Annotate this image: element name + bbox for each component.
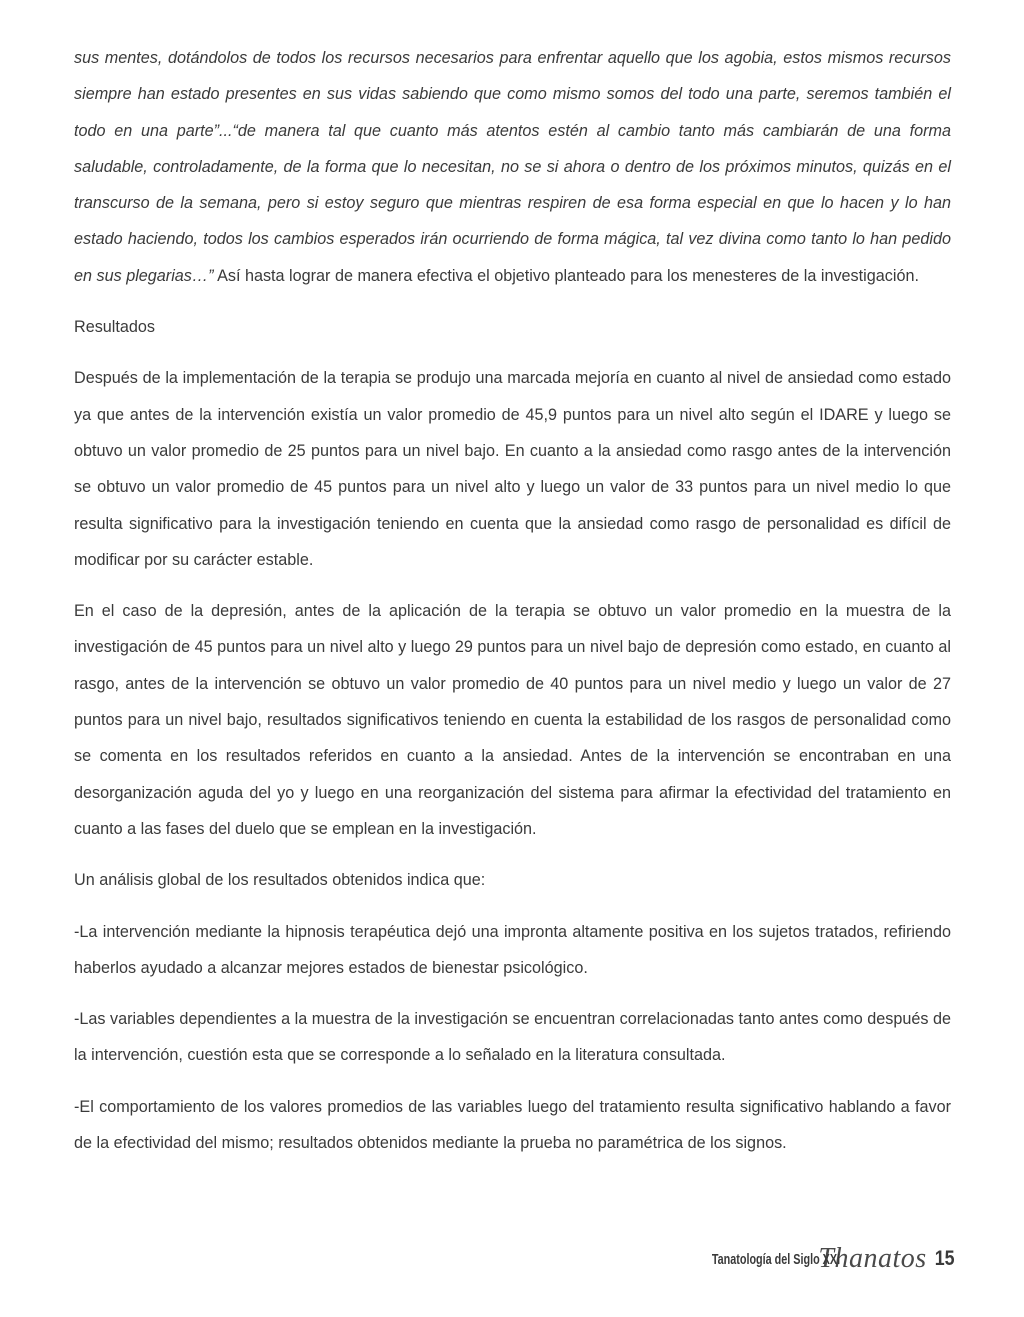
page-number: 15: [934, 1247, 955, 1270]
finding-item-3: -El comportamiento de los valores promedios de las variables luego del tratamiento resulta significativo hablando a favor de la efectividad del mismo; resultados obtenidos mediante la prueba no paramétrica de los signos.: [74, 1097, 951, 1153]
finding-item-1: -La intervención mediante la hipnosis terapéutica dejó una impronta altamente positiva en los sujetos tratados, refiriendo haberlos ayudado a alcanzar mejores estados de bienestar psicológico.: [74, 922, 951, 977]
intro-paragraph: [74, 40, 951, 294]
results-depression-paragraph: En el caso de la depresión, antes de la aplicación de la terapia se obtuvo un valor promedio en la muestra de la investigación de 45 puntos para un nivel alto y luego 29 puntos para un nivel bajo de depresión como estado, en cuanto al rasgo, antes de la intervención se obtuvo un valor promedio de 40 puntos para un nivel medio y luego un valor de 27 puntos para un nivel bajo, resultados significativos teniendo en cuenta la estabilidad de los rasgos de personalidad como se comenta en los resultados referidos en cuanto a la ansiedad. Antes de la intervención se encontraban en una desorganización aguda del yo y luego en una reorganización del sistema para afirmar la efectividad del tratamiento en cuanto a las fases del duelo que se emplean en la investigación.: [74, 602, 951, 838]
document-body: [74, 40, 951, 1161]
hypnosis-script-quote: sus mentes, dotándolos de todos los recursos necesarios para enfrentar aquello que los agobia, estos mismos recursos siempre han estado presentes en sus vidas sabiendo que como mismo somos del todo una parte, seremos también el todo en una parte”...“de manera tal que cuanto más atentos estén al cambio tanto más cambiarán de una forma saludable, controladamente, de la forma que lo necesitan, no se si ahora o dentro de los próximos minutos, quizás en el transcurso de la semana, pero si estoy seguro que mientras respiren de esa forma especial en que lo hacen y lo han estado haciendo, todos los cambios esperados irán ocurriendo de forma mágica, tal vez divina como tanto lo han pedido en sus plegarias…”: [74, 49, 951, 285]
section-heading-resultados: Resultados: [74, 318, 155, 337]
thanatos-logo: Thanatos: [818, 1243, 927, 1274]
page-footer: [712, 1241, 956, 1277]
intro-conclusion-text: Así hasta lograr de manera efectiva el objetivo planteado para los menesteres de la investigación.: [213, 266, 919, 285]
journal-name: Tanatología del Siglo XXI: [712, 1250, 841, 1268]
finding-item-2: -Las variables dependientes a la muestra de la investigación se encuentran correlacionadas tanto antes como después de la intervención, cuestión esta que se corresponde a lo señalado en la literatura consultada.: [74, 1010, 951, 1065]
global-analysis-paragraph: Un análisis global de los resultados obtenidos indica que:: [74, 871, 486, 890]
results-anxiety-paragraph: Después de la implementación de la terapia se produjo una marcada mejoría en cuanto al nivel de ansiedad como estado ya que antes de la intervención existía un valor promedio de 45,9 puntos para un nivel alto según el IDARE y luego se obtuvo un valor promedio de 25 puntos para un nivel bajo. En cuanto a la ansiedad como rasgo antes de la intervención se obtuvo un valor promedio de 45 puntos para un nivel alto y luego un valor de 33 puntos para un nivel medio lo que resulta significativo para la investigación teniendo en cuenta que la ansiedad como rasgo de personalidad es difícil de modificar por su carácter estable.: [74, 369, 951, 569]
